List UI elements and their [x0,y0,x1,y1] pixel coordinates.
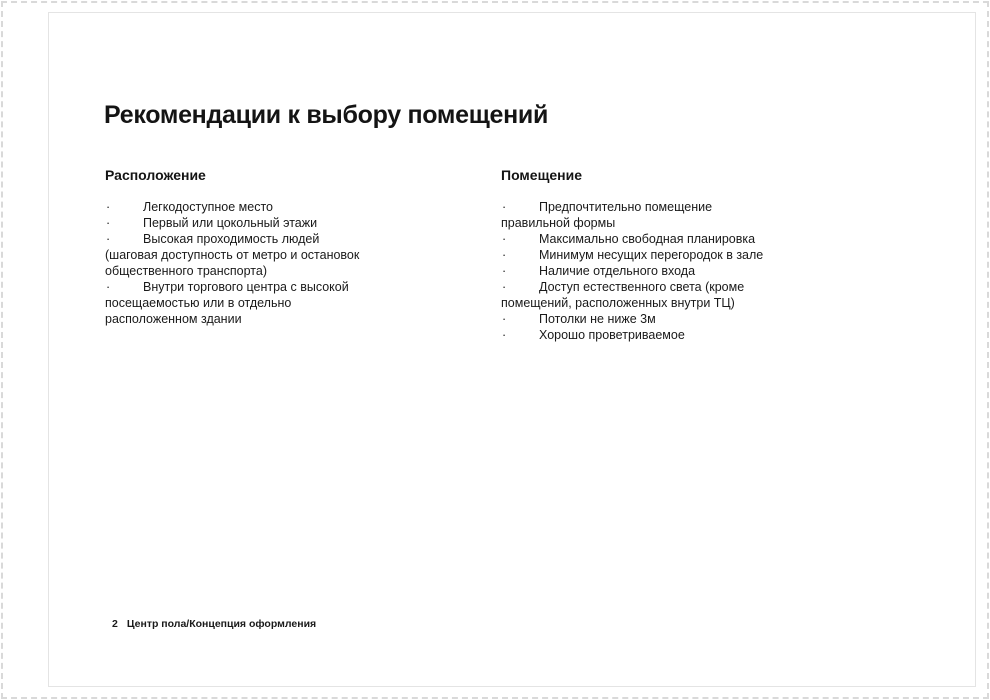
bullet-dot-icon: · [106,200,111,214]
bullet-dot-icon: · [502,264,507,278]
column-premises [501,167,841,343]
bullet-dot-icon: · [502,280,507,294]
list-line: общественного транспорта) [105,264,267,278]
bullet-dot-icon: · [502,232,507,246]
list-line: · Легкодоступное место [106,200,273,214]
bullet-dot-icon: · [502,328,507,342]
list-line: · Внутри торгового центра с высокой [106,280,349,294]
column-location [105,167,445,327]
column-premises-heading: Помещение [501,167,583,183]
bullet-dot-icon: · [106,280,111,294]
slide-title: Рекомендации к выбору помещений [104,101,549,129]
premises-bullet-list [501,199,841,343]
list-line: · Наличие отдельного входа [502,264,696,278]
list-line: · Минимум несущих перегородок в зале [502,248,764,262]
list-line: · Максимально свободная планировка [502,232,756,246]
column-location-heading: Расположение [105,167,206,183]
slide-footer [112,618,316,631]
location-bullet-list [105,199,445,327]
bullet-dot-icon: · [106,216,111,230]
bullet-dot-icon: · [502,312,507,326]
bullet-dot-icon: · [502,248,507,262]
list-line: · Первый или цокольный этажи [106,216,318,230]
list-line: правильной формы [501,216,616,230]
slide-canvas [48,12,976,687]
bullet-dot-icon: · [502,200,507,214]
bullet-dot-icon: · [106,232,111,246]
list-line: (шаговая доступность от метро и остановок [105,248,360,262]
list-line: · Хорошо проветриваемое [502,328,685,342]
page-number: 2 [112,618,118,630]
list-line: · Потолки не ниже 3м [502,312,656,326]
list-line: посещаемостью или в отдельно [105,296,292,310]
list-line: расположенном здании [105,312,242,326]
list-line: · Высокая проходимость людей [106,232,320,246]
list-line: · Предпочтительно помещение [502,200,713,214]
list-line: помещений, расположенных внутри ТЦ) [501,296,735,310]
footer-label: Центр пола/Концепция оформления [126,618,317,630]
list-line: · Доступ естественного света (кроме [502,280,745,294]
